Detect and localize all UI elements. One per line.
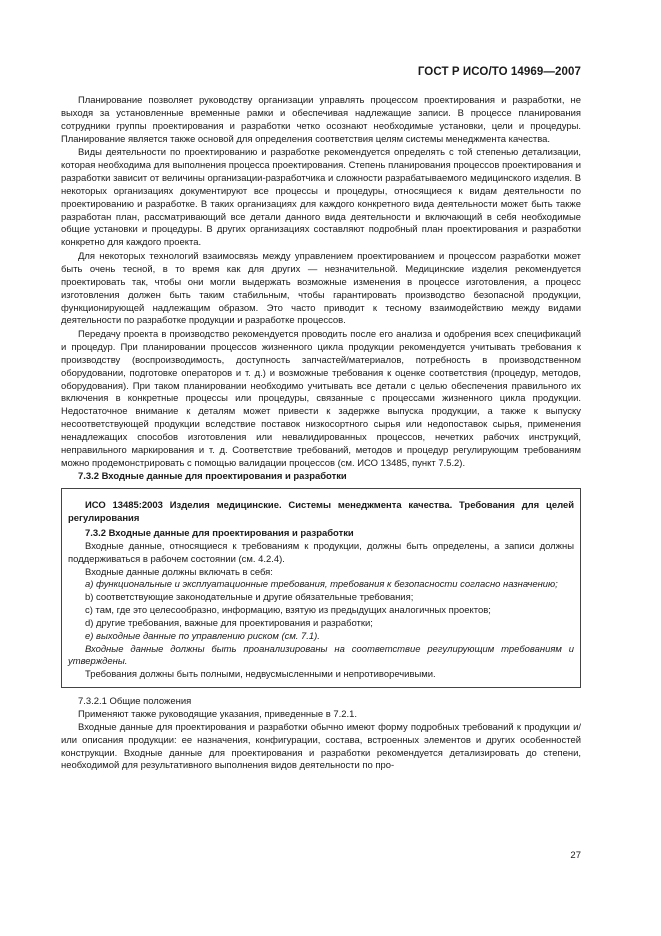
section-heading: 7.3.2 Входные данные для проектирования и разработки [78, 471, 347, 483]
subsection-heading: 7.3.2.1 Общие положения [78, 696, 192, 708]
paragraph-activities: Виды деятельности по проектированию и разработке рекомендуется определять с той степенью детализации, которая необходима для выполнения процесса проектирования. Степень планирования процессов проектирования и разработки зависит от величины организации-разработчика и сложности разрабатываемого медицинского изделия. В некоторых организациях документируют все процессы и процедуры, относящиеся к видам деятельности по проектированию и разработке. В таких организациях для каждого конкретного вида деятельности может быть также разработан план, рассматривающий все детали данного вида деятельности и включающий в себя необходимые общие установки и процедуры. В других организациях составляют подробный план проектирования и разработки конкретно для каждого проекта. [61, 147, 581, 249]
box-heading: 7.3.2 Входные данные для проектирования и разработки [85, 528, 354, 539]
subsection-line: Применяют также руководящие указания, приведенные в 7.2.1. [78, 708, 358, 720]
box-title: ИСО 13485:2003 Изделия медицинские. Системы менеджмента качества. Требования для целей регулирования [68, 500, 574, 525]
paragraph-technologies: Для некоторых технологий взаимосвязь между управлением проектированием и процессом разработки может быть очень тесной, в то время как для других — незначительной. Медицинские изделия рекомендуется проектировать так, чтобы они могли выдержать возможные изменения в процессе изготовления, а процесс изготовления должен быть таким стабильным, чтобы гарантировать производство безопасной продукции, функционирующей надлежащим образом. Это часто приводит к тесному взаимодействию между видами деятельности по разработке продукции и разработке процессов. [61, 251, 581, 327]
page-number: 27 [570, 850, 581, 861]
document-body [61, 95, 581, 774]
subsection-paragraph: Входные данные для проектирования и разработки обычно имеют форму подробных требований к продукции и/или описания продукции: ее назначения, конфигурации, состава, встроенных элементов и других особенностей конструкции. Входные данные для проектирования и разработки рекомендуется детализировать до степени, необходимой для результативного выполнения видов деятельности по про- [61, 721, 581, 772]
box-item-e: e) выходные данные по управлению риском (см. 7.1). [85, 630, 320, 642]
document-header: ГОСТ Р ИСО/ТО 14969—2007 [417, 66, 581, 78]
box-item-a: а) функциональные и эксплуатационные требования, требования к безопасности согласно назначению; [85, 579, 558, 591]
paragraph-transfer: Передачу проекта в производство рекомендуется проводить после его анализа и одобрения всех спецификаций и процедур. При планировании процессов жизненного цикла продукции рекомендуется учитывать требования к производству (воспроизводимость, доступность запчастей/материалов, потребность в производственном оборудовании, подготовке операторов и т. д.) и возможные требования к оценке соответствия (процедур, методов, оборудования). При таком планировании необходимо учитывать все детали с целью обеспечения правильного их включения в конкретные процессы или процедуры, связанные с процессами жизненного цикла продукции. Недостаточное внимание к деталям может привести к задержке выпуска продукции, а также к выпуску несоответствующей продукции вследствие поставок низкосортного сырья или недопоставок сырья, применения ненадлежащих способов изготовления или невалидированных процессов, нечетких рабочих инструкций, неправильного маркирования и т. д. Соответствие требований, методов и процедур регулирующим требованиям можно продемонстрировать с помощью валидации процессов (см. ИСО 13485, пункт 7.5.2). [61, 329, 581, 469]
box-list-intro: Входные данные должны включать в себя: [85, 566, 273, 578]
box-item-b: b) соответствующие законодательные и другие обязательные требования; [85, 592, 414, 604]
box-review-note: Входные данные должны быть проанализированы на соответствие регулирующим требованиям и утверждены. [68, 643, 574, 668]
box-final-note: Требования должны быть полными, недвусмысленными и непротиворечивыми. [85, 669, 436, 681]
standard-quote-box [61, 488, 581, 688]
box-item-c: c) там, где это целесообразно, информацию, взятую из предыдущих аналогичных проектов; [85, 605, 491, 617]
box-intro: Входные данные, относящиеся к требованиям к продукции, должны быть определены, а записи должны поддерживаться в рабочем состоянии (см. 4.2.4). [68, 540, 574, 565]
box-item-d: d) другие требования, важные для проектирования и разработки; [85, 617, 373, 629]
paragraph-planning: Планирование позволяет руководству организации управлять процессом проектирования и разработки, не выходя за установленные временные рамки и обеспечивая надлежащие записи. В процессе планирования сотрудники группы проектирования и разработки четко осознают необходимые установки, цели и процедуры. Планирование является также основой для определения соответствия целям системы менеджмента качества. [61, 95, 581, 145]
